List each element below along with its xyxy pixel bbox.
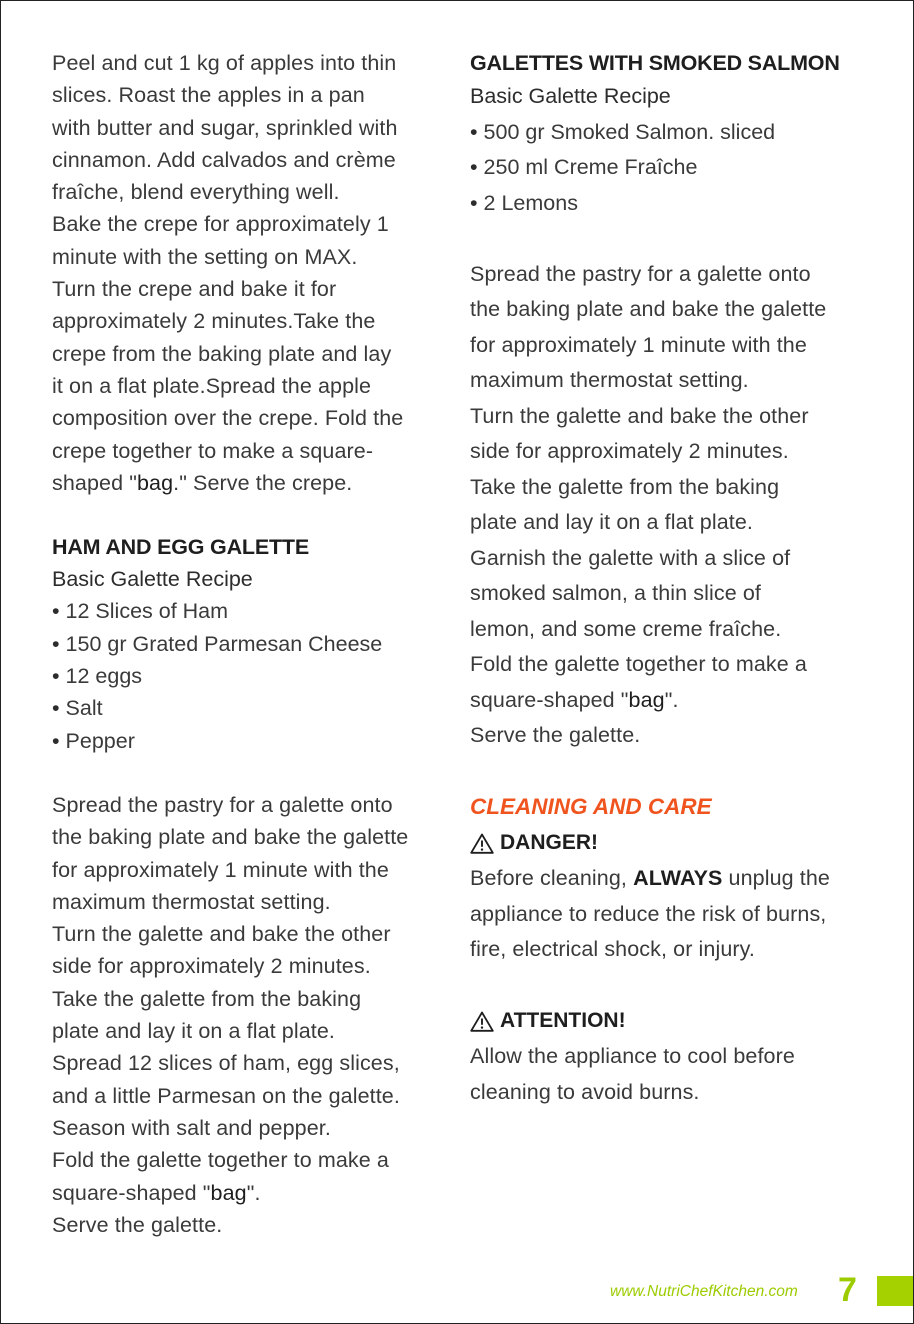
text-line: side for approximately 2 minutes. bbox=[470, 439, 789, 463]
text-line: Turn the galette and bake the other bbox=[52, 922, 391, 947]
text-line: approximately 2 minutes.Take the bbox=[52, 309, 376, 334]
list-item: • 500 gr Smoked Salmon. sliced bbox=[470, 119, 776, 144]
list-item: • 150 gr Grated Parmesan Cheese bbox=[52, 631, 383, 656]
text-line: smoked salmon, a thin slice of bbox=[470, 581, 761, 605]
warning-icon bbox=[470, 833, 494, 854]
list-item: • Pepper bbox=[52, 728, 135, 753]
text-line: Take the galette from the baking bbox=[470, 474, 780, 499]
text-line: Spread the pastry for a galette onto bbox=[470, 261, 811, 286]
danger-text bbox=[470, 861, 870, 968]
salmon-ingredient-list bbox=[470, 115, 870, 222]
attention-text bbox=[470, 1039, 870, 1110]
ham-egg-galette-title: HAM AND EGG GALETTE bbox=[52, 535, 309, 560]
text-line: Serve the galette. bbox=[470, 723, 641, 747]
website-link[interactable]: www.NutriChefKitchen.com bbox=[610, 1283, 798, 1300]
text-line: the baking plate and bake the galette bbox=[52, 825, 409, 850]
text-line: it on a flat plate.Spread the apple bbox=[52, 373, 372, 398]
bag-word: bag bbox=[628, 687, 665, 712]
list-item: • 2 Lemons bbox=[470, 190, 578, 215]
ham-galette-instructions bbox=[52, 789, 447, 1241]
text-line: Spread 12 slices of ham, egg slices, bbox=[52, 1051, 400, 1076]
ham-ingredient-list bbox=[52, 595, 447, 756]
text-line: fire, electrical shock, or injury. bbox=[470, 937, 755, 961]
left-column bbox=[52, 47, 447, 1241]
text-line: Peel and cut 1 kg of apples into thin bbox=[52, 51, 397, 75]
list-item: • Salt bbox=[52, 696, 103, 721]
bag-word: bag bbox=[210, 1180, 247, 1205]
text-line: Season with salt and pepper. bbox=[52, 1115, 331, 1140]
ham-recipe-subtitle: Basic Galette Recipe bbox=[52, 567, 253, 592]
text-line: Fold the galette together to make a bbox=[470, 652, 807, 676]
text-line: square-shaped "bag". bbox=[470, 687, 679, 712]
right-column bbox=[470, 47, 870, 1110]
text-line: Serve the galette. bbox=[52, 1212, 223, 1237]
text-line: square-shaped "bag". bbox=[52, 1180, 261, 1205]
text-line: crepe from the baking plate and lay bbox=[52, 341, 392, 366]
text-line: lemon, and some creme fraîche. bbox=[470, 616, 782, 641]
page-tab-marker bbox=[877, 1276, 913, 1306]
text-line: Take the galette from the baking bbox=[52, 986, 362, 1011]
text-line: with butter and sugar, sprinkled with bbox=[52, 115, 398, 140]
smoked-salmon-galette-title: GALETTES WITH SMOKED SALMON bbox=[470, 51, 840, 75]
text-line: maximum thermostat setting. bbox=[470, 368, 749, 392]
text-line: for approximately 1 minute with the bbox=[470, 332, 807, 357]
text-line: slices. Roast the apples in a pan bbox=[52, 83, 365, 108]
text-line: plate and lay it on a flat plate. bbox=[470, 510, 753, 534]
text-line: side for approximately 2 minutes. bbox=[52, 954, 371, 979]
page-number: 7 bbox=[838, 1271, 857, 1309]
salmon-recipe-subtitle: Basic Galette Recipe bbox=[470, 84, 671, 108]
danger-heading: DANGER! bbox=[470, 825, 870, 861]
apple-crepe-instructions bbox=[52, 47, 447, 499]
text-line: Spread the pastry for a galette onto bbox=[52, 792, 393, 817]
bag-word: bag bbox=[136, 470, 174, 495]
always-emphasis: ALWAYS bbox=[633, 866, 723, 890]
text-line: cinnamon. Add calvados and crème bbox=[52, 147, 396, 172]
text-line: Allow the appliance to cool before bbox=[470, 1044, 795, 1068]
list-item: • 12 Slices of Ham bbox=[52, 599, 229, 624]
warning-icon bbox=[470, 1011, 494, 1032]
text-line: plate and lay it on a flat plate. bbox=[52, 1019, 335, 1044]
text-line: crepe together to make a square- bbox=[52, 438, 374, 463]
text-line: cleaning to avoid burns. bbox=[470, 1079, 700, 1104]
attention-heading: ATTENTION! bbox=[470, 1003, 870, 1039]
text-line: shaped "bag." Serve the crepe. bbox=[52, 470, 353, 495]
salmon-galette-instructions bbox=[470, 257, 870, 754]
text-line: appliance to reduce the risk of burns, bbox=[470, 901, 827, 926]
text-line: Garnish the galette with a slice of bbox=[470, 545, 791, 570]
text-line: maximum thermostat setting. bbox=[52, 889, 331, 914]
text-line: Fold the galette together to make a bbox=[52, 1148, 389, 1173]
text-line: composition over the crepe. Fold the bbox=[52, 406, 404, 431]
list-item: • 250 ml Creme Fraîche bbox=[470, 155, 698, 179]
text-line: for approximately 1 minute with the bbox=[52, 857, 389, 882]
text-line: and a little Parmesan on the galette. bbox=[52, 1083, 400, 1108]
text-line: Turn the galette and bake the other bbox=[470, 403, 809, 428]
text-line: minute with the setting on MAX. bbox=[52, 244, 358, 269]
text-line: Bake the crepe for approximately 1 bbox=[52, 212, 389, 237]
cleaning-and-care-title: CLEANING AND CARE bbox=[470, 794, 712, 819]
text-line: fraîche, blend everything well. bbox=[52, 180, 340, 205]
list-item: • 12 eggs bbox=[52, 664, 143, 689]
text-line: the baking plate and bake the galette bbox=[470, 297, 827, 321]
text-line: Before cleaning, ALWAYS unplug the bbox=[470, 866, 830, 890]
text-line: Turn the crepe and bake it for bbox=[52, 277, 337, 302]
